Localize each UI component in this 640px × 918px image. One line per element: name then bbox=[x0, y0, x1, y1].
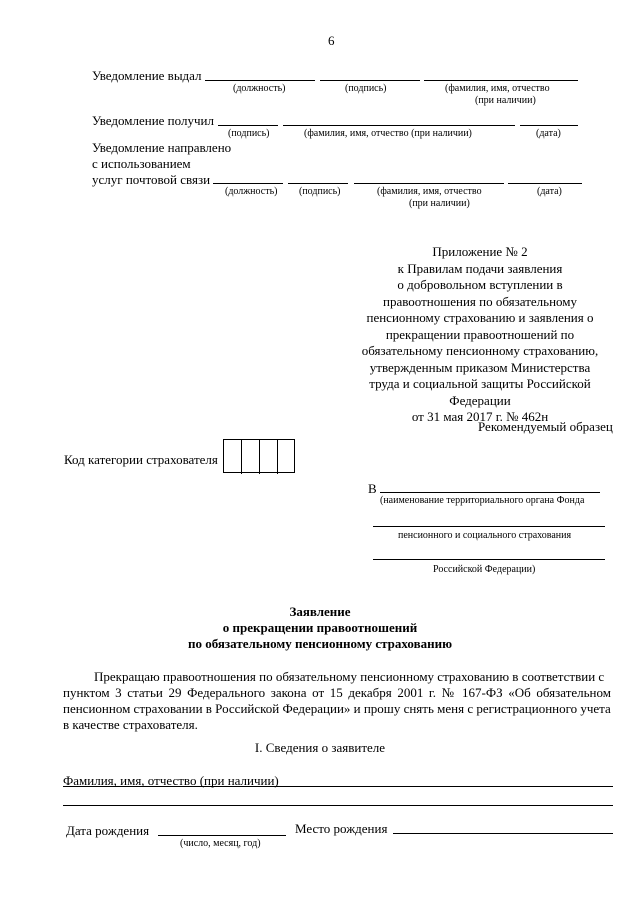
issued-position-caption: (должность) bbox=[233, 83, 286, 94]
birth-place-field-line[interactable] bbox=[393, 833, 613, 834]
appendix-line: прекращении правоотношений по bbox=[385, 326, 575, 342]
received-signature-caption: (подпись) bbox=[228, 128, 270, 139]
appendix-line: утвержденным приказом Министерства bbox=[369, 359, 591, 375]
document-title-line-3: по обязательному пенсионному страхованию bbox=[187, 636, 453, 651]
received-date-caption: (дата) bbox=[536, 128, 561, 139]
birth-place-label: Место рождения bbox=[295, 821, 388, 836]
category-code-label: Код категории страхователя bbox=[64, 452, 218, 467]
recommended-sample-label: Рекомендуемый образец bbox=[478, 419, 613, 434]
body-text-line-1: Прекращаю правоотношения по обязательному пенсионному страхованию в соответствии с bbox=[94, 669, 605, 684]
category-code-cell[interactable] bbox=[242, 440, 260, 474]
received-signature-line bbox=[218, 125, 278, 126]
recipient-line-2[interactable] bbox=[373, 526, 605, 527]
notice-received-label: Уведомление получил bbox=[92, 113, 214, 128]
received-name-line bbox=[283, 125, 515, 126]
issued-signature-line bbox=[320, 80, 420, 81]
notice-issued-label: Уведомление выдал bbox=[92, 68, 202, 83]
fio-field-line[interactable] bbox=[63, 786, 613, 787]
page-number: 6 bbox=[328, 33, 335, 48]
recipient-caption-3: Российской Федерации) bbox=[433, 564, 536, 575]
notice-sent-label-1: Уведомление направлено bbox=[92, 140, 232, 155]
appendix-line: от 31 мая 2017 г. № 462н bbox=[411, 409, 549, 424]
section-heading: I. Сведения о заявителе bbox=[254, 740, 386, 755]
notice-sent-label-2: с использованием bbox=[92, 156, 191, 171]
recipient-caption-2: пенсионного и социального страхования bbox=[398, 530, 572, 541]
appendix-block bbox=[350, 244, 610, 426]
sent-position-caption: (должность) bbox=[225, 186, 278, 197]
birth-date-field-line[interactable] bbox=[158, 835, 286, 836]
recipient-prefix: В bbox=[368, 481, 377, 496]
recipient-line-3[interactable] bbox=[373, 559, 605, 560]
sent-name-caption-2: (при наличии) bbox=[409, 198, 470, 209]
document-title-line-2: о прекращении правоотношений bbox=[222, 620, 418, 635]
issued-signature-caption: (подпись) bbox=[345, 83, 387, 94]
issued-position-line bbox=[205, 80, 315, 81]
appendix-line: к Правилам подачи заявления bbox=[397, 260, 563, 276]
sent-name-line bbox=[354, 183, 504, 184]
issued-name-caption-1: (фамилия, имя, отчество bbox=[445, 83, 550, 94]
sent-date-line bbox=[508, 183, 582, 184]
fio-label: Фамилия, имя, отчество (при наличии) bbox=[63, 773, 279, 788]
issued-name-caption-2: (при наличии) bbox=[475, 95, 536, 106]
appendix-line: Федерации bbox=[449, 392, 511, 408]
appendix-line: Приложение № 2 bbox=[432, 244, 528, 259]
birth-date-label: Дата рождения bbox=[66, 823, 150, 838]
sent-name-caption-1: (фамилия, имя, отчество bbox=[377, 186, 482, 197]
birth-date-caption: (число, месяц, год) bbox=[180, 838, 261, 849]
appendix-line: труда и социальной защиты Российской bbox=[369, 376, 591, 391]
appendix-line: правоотношения по обязательному bbox=[382, 293, 578, 309]
issued-name-line bbox=[424, 80, 578, 81]
category-code-cell[interactable] bbox=[224, 440, 242, 474]
appendix-line: о добровольном вступлении в bbox=[397, 277, 563, 292]
received-date-line bbox=[520, 125, 578, 126]
body-text-line-4: в качестве страхователя. bbox=[63, 717, 198, 732]
sent-signature-caption: (подпись) bbox=[299, 186, 341, 197]
sent-signature-line bbox=[288, 183, 348, 184]
sent-position-line bbox=[213, 183, 283, 184]
recipient-caption-1: (наименование территориального органа Фонда bbox=[380, 495, 585, 506]
appendix-line: пенсионному страхованию и заявления о bbox=[366, 310, 594, 325]
fio-field-line-2[interactable] bbox=[63, 805, 613, 806]
received-name-caption: (фамилия, имя, отчество (при наличии) bbox=[304, 128, 472, 139]
body-text-line-3: пенсионном страховании в Российской Федерации» и прошу снять меня с регистрационного учета bbox=[63, 701, 611, 716]
document-title: Заявление bbox=[289, 604, 351, 619]
appendix-line: обязательному пенсионному страхованию, bbox=[361, 343, 599, 358]
notice-sent-label-3: услуг почтовой связи bbox=[92, 172, 211, 187]
category-code-cell[interactable] bbox=[260, 440, 278, 474]
recipient-line-1[interactable] bbox=[380, 492, 600, 493]
sent-date-caption: (дата) bbox=[537, 186, 562, 197]
category-code-cells[interactable] bbox=[223, 439, 295, 473]
body-text-line-2: пунктом 3 статьи 29 Федерального закона от 15 декабря 2001 г. № 167-ФЗ «Об обязательном bbox=[63, 685, 611, 700]
